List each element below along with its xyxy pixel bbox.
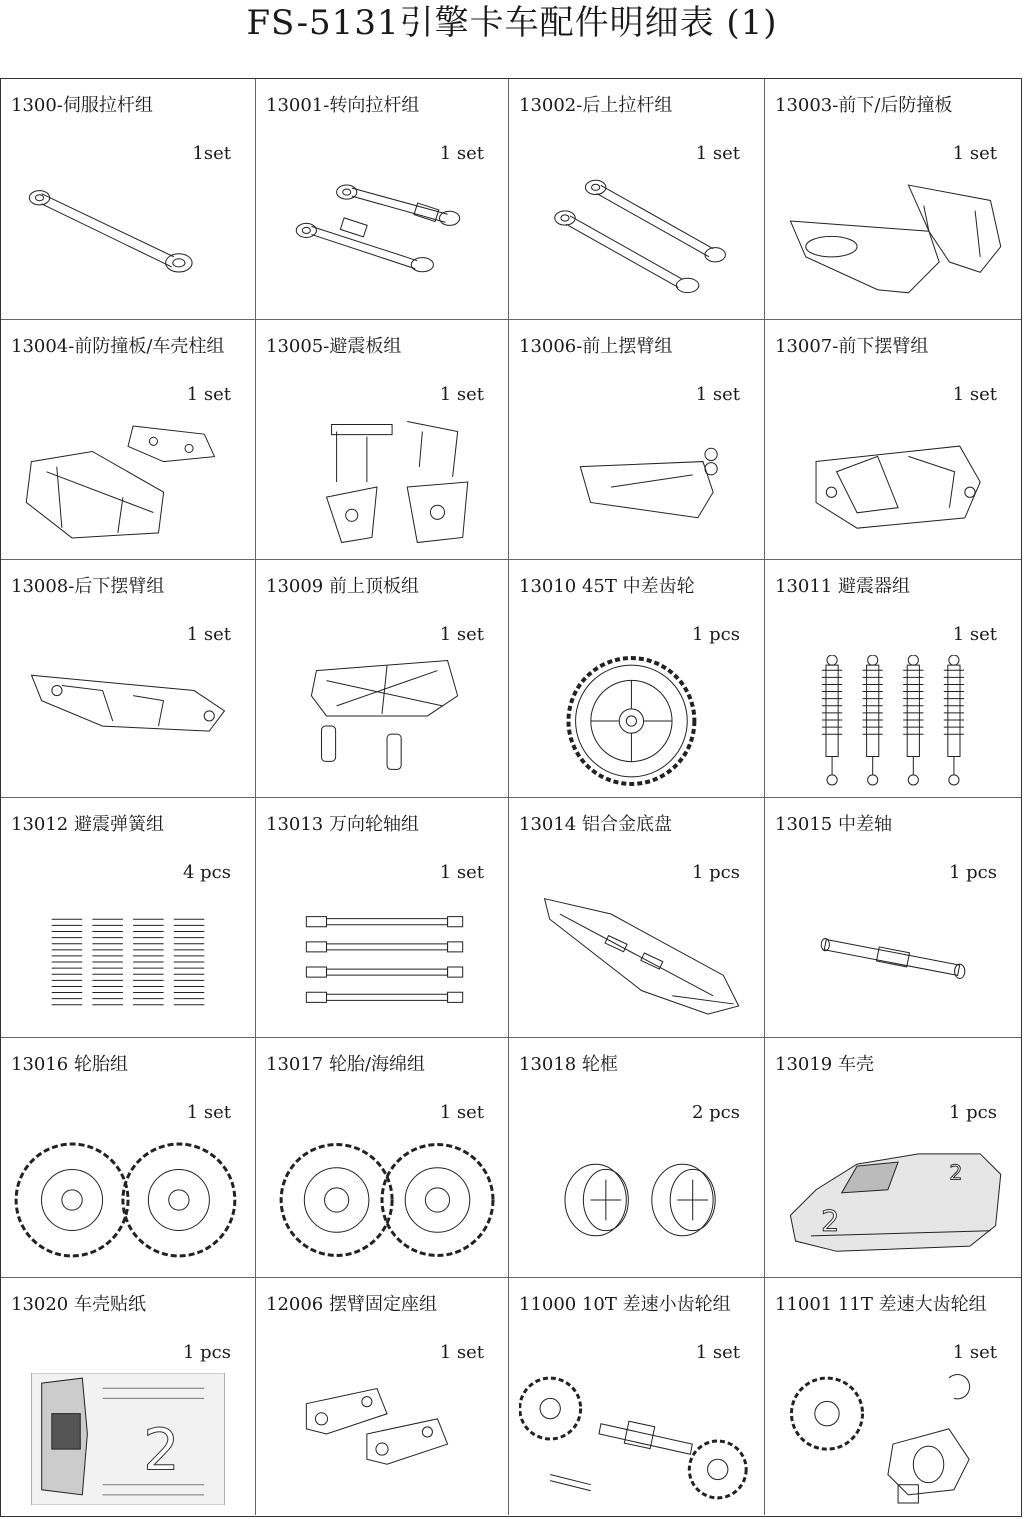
spur-gear-icon [519,655,754,787]
part-cell [509,1278,765,1515]
part-quantity: 1 set [439,1342,484,1363]
part-quantity: 1 set [952,624,997,645]
part-quantity: 1 pcs [948,862,997,883]
part-label: 13020 车壳贴纸 [11,1294,146,1315]
part-cell [256,1278,509,1515]
part-quantity: 1 set [439,143,484,164]
part-quantity: 1 set [186,624,231,645]
part-quantity: 1 set [695,384,740,405]
part-label: 13002-后上拉杆组 [519,95,673,116]
part-label: 12006 摆臂固定座组 [266,1294,437,1315]
part-cell [256,79,509,320]
front-upper-arm-icon [519,415,754,549]
part-label: 13004-前防撞板/车壳柱组 [11,336,225,357]
svg-text:2: 2 [143,1417,180,1484]
part-label: 13003-前下/后防撞板 [775,95,953,116]
part-label: 11001 11T 差速大齿轮组 [775,1294,987,1315]
part-quantity: 1 set [952,384,997,405]
parts-table [0,78,1022,1517]
top-plate-icon [266,655,498,787]
part-cell [256,1038,509,1278]
body-shell-icon [775,1133,1011,1267]
part-label: 13010 45T 中差齿轮 [519,576,695,597]
center-shaft-icon [775,893,1011,1027]
part-quantity: 1 set [186,1102,231,1123]
part-quantity: 4 pcs [182,862,231,883]
diff-small-gear-icon [519,1373,754,1505]
part-cell [1,320,256,560]
part-cell [1,1038,256,1278]
part-cell [509,798,765,1038]
part-label: 13016 轮胎组 [11,1054,128,1075]
part-cell [256,798,509,1038]
drive-shaft-icon [266,893,498,1027]
part-cell [1,79,256,320]
part-quantity: 1 set [695,143,740,164]
part-cell [765,79,1021,320]
part-quantity: 1 pcs [182,1342,231,1363]
part-cell [509,79,765,320]
part-label: 13019 车壳 [775,1054,874,1075]
part-cell [765,1038,1021,1278]
shock-tower-icon [266,415,498,549]
parts-grid [1,79,1021,1516]
svg-text:2: 2 [821,1203,840,1238]
part-label: 13008-后下摆臂组 [11,576,165,597]
spring-icon [11,893,245,1027]
part-quantity: 1 set [439,862,484,883]
part-cell [256,560,509,798]
part-cell [765,1278,1021,1515]
front-bumper-icon [11,415,245,549]
part-cell [509,320,765,560]
part-label: 13017 轮胎/海绵组 [266,1054,426,1075]
part-cell [765,320,1021,560]
rear-upper-link-icon [519,174,754,309]
tire-foam-icon [266,1133,498,1267]
part-label: 13013 万向轮轴组 [266,814,419,835]
part-cell [509,1038,765,1278]
svg-text:2: 2 [949,1160,963,1185]
part-quantity: 1 set [439,624,484,645]
part-label: 13009 前上顶板组 [266,576,419,597]
part-cell [256,320,509,560]
wheel-rim-icon [519,1133,754,1267]
part-quantity: 1 set [952,1342,997,1363]
part-label: 11000 10T 差速小齿轮组 [519,1294,731,1315]
part-label: 13015 中差轴 [775,814,892,835]
part-label: 13007-前下摆臂组 [775,336,929,357]
part-quantity: 2 pcs [691,1102,740,1123]
part-quantity: 1 set [439,1102,484,1123]
decal-sheet-icon [11,1373,245,1505]
diff-large-gear-icon [775,1373,1011,1505]
skid-plate-icon [775,174,1011,309]
part-label: 13001-转向拉杆组 [266,95,420,116]
chassis-icon [519,893,754,1027]
part-quantity: 1 set [695,1342,740,1363]
servo-link-icon [11,174,245,309]
part-quantity: 1 pcs [691,862,740,883]
part-quantity: 1 set [186,384,231,405]
part-cell [1,798,256,1038]
rear-lower-arm-icon [11,655,245,787]
part-quantity: 1set [192,143,231,164]
part-label: 1300-伺服拉杆组 [11,95,153,116]
part-label: 13012 避震弹簧组 [11,814,164,835]
part-label: 13006-前上摆臂组 [519,336,673,357]
part-cell [1,560,256,798]
tire-icon [11,1133,245,1267]
page-title: FS-5131引擎卡车配件明细表 (1) [246,3,778,43]
arm-mount-icon [266,1373,498,1505]
part-cell [509,560,765,798]
front-lower-arm-icon [775,415,1011,549]
shock-absorber-icon [775,655,1011,787]
part-cell [1,1278,256,1515]
part-cell [765,798,1021,1038]
steering-link-icon [266,174,498,309]
part-label: 13018 轮框 [519,1054,618,1075]
part-quantity: 1 set [952,143,997,164]
part-quantity: 1 pcs [948,1102,997,1123]
part-label: 13011 避震器组 [775,576,910,597]
part-quantity: 1 pcs [691,624,740,645]
part-quantity: 1 set [439,384,484,405]
part-label: 13005-避震板组 [266,336,402,357]
part-cell [765,560,1021,798]
part-label: 13014 铝合金底盘 [519,814,672,835]
